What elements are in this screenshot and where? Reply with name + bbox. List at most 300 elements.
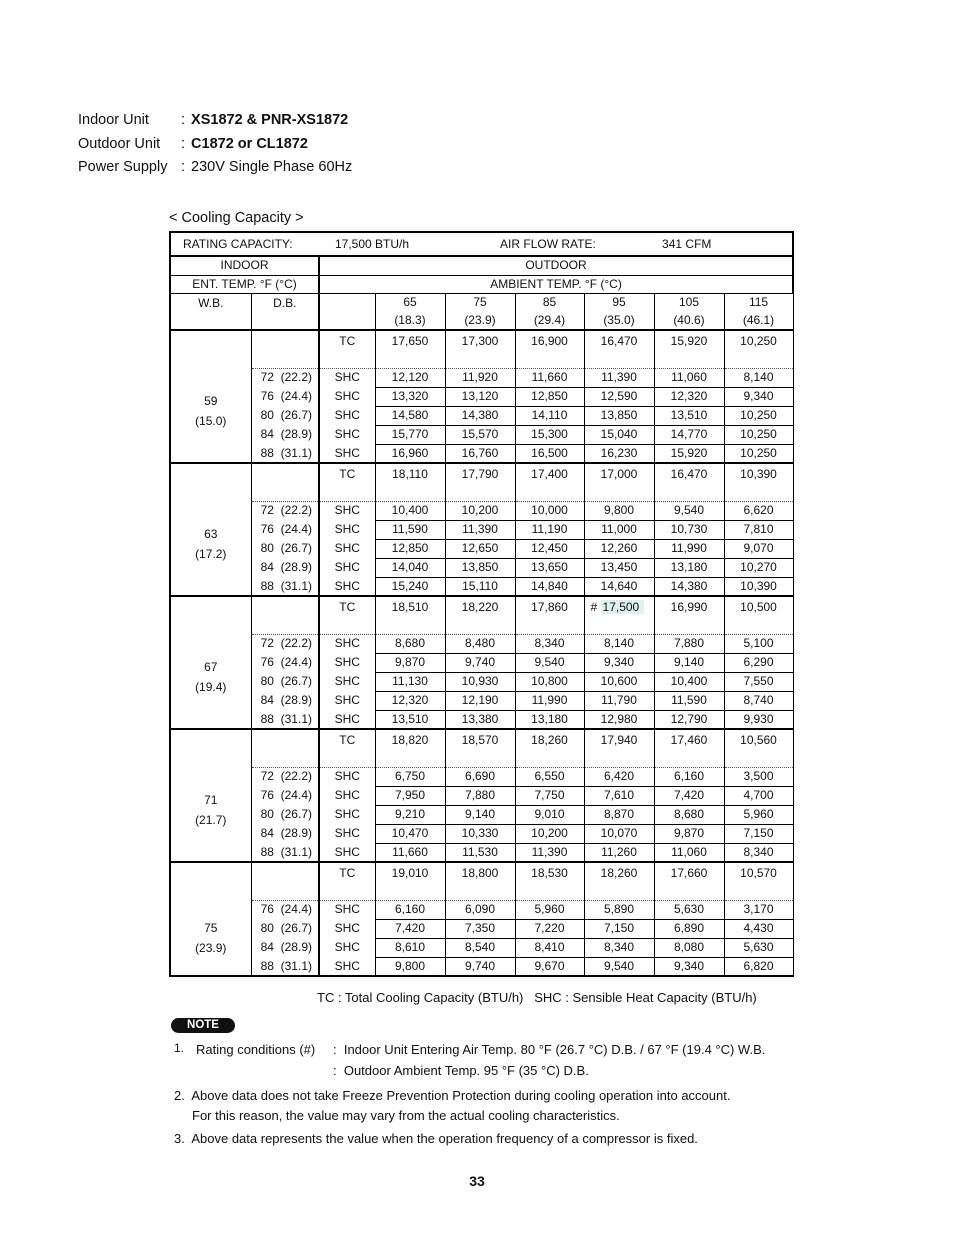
shc-value: 11,060 bbox=[654, 843, 724, 862]
type-cell-shc: SHC bbox=[319, 786, 375, 805]
shc-value: 14,580 bbox=[375, 406, 445, 425]
shc-value: 11,390 bbox=[445, 520, 515, 539]
ambient-col-c: (18.3) bbox=[394, 312, 426, 327]
shc-value: 8,340 bbox=[515, 634, 584, 653]
db-cell-empty bbox=[251, 862, 319, 900]
note-3: 3. Above data represents the value when the operation frequency of a compressor is fixed. bbox=[174, 1131, 698, 1146]
tc-value: 18,260 bbox=[515, 729, 584, 767]
shc-value: 8,140 bbox=[584, 634, 654, 653]
tc-value: 17,400 bbox=[515, 463, 584, 501]
shc-value: 11,130 bbox=[375, 672, 445, 691]
tc-value: 17,650 bbox=[375, 330, 445, 368]
indoor-unit-value: XS1872 & PNR-XS1872 bbox=[191, 112, 349, 128]
tc-value: 16,470 bbox=[584, 330, 654, 368]
tc-value: 10,390 bbox=[724, 463, 793, 501]
shc-value: 4,430 bbox=[724, 919, 793, 938]
shc-value: 8,340 bbox=[724, 843, 793, 862]
shc-value: 15,920 bbox=[654, 444, 724, 463]
shc-value: 10,470 bbox=[375, 824, 445, 843]
shc-value: 11,790 bbox=[584, 691, 654, 710]
db-temp: 80 (26.7) bbox=[251, 805, 319, 824]
ambient-temp-header: AMBIENT TEMP. °F (°C) bbox=[319, 275, 793, 293]
db-cell-empty bbox=[251, 463, 319, 501]
note-badge: NOTE bbox=[171, 1018, 235, 1033]
shc-value: 10,070 bbox=[584, 824, 654, 843]
ambient-col-header bbox=[375, 293, 445, 330]
shc-value: 9,670 bbox=[515, 957, 584, 976]
wb-group-cell bbox=[170, 729, 251, 862]
db-temp: 76 (24.4) bbox=[251, 786, 319, 805]
type-cell-shc: SHC bbox=[319, 387, 375, 406]
shc-value: 5,100 bbox=[724, 634, 793, 653]
tc-value: 17,460 bbox=[654, 729, 724, 767]
shc-value: 13,180 bbox=[515, 710, 584, 729]
type-cell-tc: TC bbox=[319, 463, 375, 501]
tc-value: 18,570 bbox=[445, 729, 515, 767]
shc-value: 7,150 bbox=[584, 919, 654, 938]
shc-value: 7,880 bbox=[654, 634, 724, 653]
rating-mark: # bbox=[590, 600, 598, 614]
db-temp: 88 (31.1) bbox=[251, 957, 319, 976]
shc-value: 12,260 bbox=[584, 539, 654, 558]
shc-value: 11,190 bbox=[515, 520, 584, 539]
shc-value: 6,290 bbox=[724, 653, 793, 672]
wb-group-cell bbox=[170, 862, 251, 976]
shc-value: 12,320 bbox=[375, 691, 445, 710]
shc-value: 9,340 bbox=[584, 653, 654, 672]
shc-value: 7,350 bbox=[445, 919, 515, 938]
air-flow-rate-value: 341 bbox=[662, 236, 683, 251]
type-cell-shc: SHC bbox=[319, 501, 375, 520]
shc-value: 8,410 bbox=[515, 938, 584, 957]
section-title: < Cooling Capacity > bbox=[169, 210, 304, 226]
outdoor-unit-value: C1872 or CL1872 bbox=[191, 136, 308, 152]
shc-value: 15,770 bbox=[375, 425, 445, 444]
db-temp: 84 (28.9) bbox=[251, 938, 319, 957]
shc-value: 13,450 bbox=[584, 558, 654, 577]
shc-value: 8,540 bbox=[445, 938, 515, 957]
shc-value: 7,550 bbox=[724, 672, 793, 691]
shc-value: 7,420 bbox=[375, 919, 445, 938]
type-cell-shc: SHC bbox=[319, 577, 375, 596]
shc-value: 12,850 bbox=[515, 387, 584, 406]
ambient-col-f: 75 bbox=[473, 294, 487, 309]
shc-value: 6,690 bbox=[445, 767, 515, 786]
outdoor-unit-label: Outdoor Unit bbox=[78, 136, 161, 152]
ambient-col-f: 65 bbox=[403, 294, 417, 309]
type-cell-shc: SHC bbox=[319, 957, 375, 976]
shc-value: 7,880 bbox=[445, 786, 515, 805]
tc-value: 16,900 bbox=[515, 330, 584, 368]
shc-value: 9,140 bbox=[445, 805, 515, 824]
wb-c: (15.0) bbox=[195, 414, 227, 428]
shc-value: 10,250 bbox=[724, 444, 793, 463]
db-temp: 76 (24.4) bbox=[251, 900, 319, 919]
wb-c: (23.9) bbox=[195, 940, 227, 955]
shc-value: 10,730 bbox=[654, 520, 724, 539]
ambient-col-f: 115 bbox=[748, 294, 769, 309]
shc-value: 10,250 bbox=[724, 425, 793, 444]
shc-value: 9,540 bbox=[515, 653, 584, 672]
db-temp: 80 (26.7) bbox=[251, 919, 319, 938]
type-cell-shc: SHC bbox=[319, 691, 375, 710]
type-cell-tc: TC bbox=[319, 330, 375, 368]
shc-value: 10,390 bbox=[724, 577, 793, 596]
tc-value: 18,800 bbox=[445, 862, 515, 900]
shc-value: 11,990 bbox=[515, 691, 584, 710]
wb-group-cell bbox=[170, 330, 251, 463]
rating-capacity-value: 17,500 bbox=[335, 236, 372, 251]
note-1-number: 1. bbox=[174, 1041, 185, 1055]
wb-f: 75 bbox=[204, 920, 218, 935]
db-temp: 72 (22.2) bbox=[251, 501, 319, 520]
shc-value: 15,110 bbox=[445, 577, 515, 596]
shc-value: 3,170 bbox=[724, 900, 793, 919]
shc-value: 8,680 bbox=[375, 634, 445, 653]
type-cell-tc: TC bbox=[319, 729, 375, 767]
shc-value: 7,220 bbox=[515, 919, 584, 938]
shc-value: 8,610 bbox=[375, 938, 445, 957]
page-number: 33 bbox=[469, 1173, 485, 1189]
shc-value: 6,160 bbox=[654, 767, 724, 786]
shc-value: 10,250 bbox=[724, 406, 793, 425]
power-supply-value: 230V Single Phase 60Hz bbox=[191, 159, 353, 175]
note-1-line-1: : Indoor Unit Entering Air Temp. 80 °F (26.7 °C) D.B. / 67 °F (19.4 °C) W.B. bbox=[333, 1042, 766, 1057]
air-flow-rate-unit: CFM bbox=[685, 236, 712, 251]
type-cell-shc: SHC bbox=[319, 824, 375, 843]
rating-row bbox=[170, 232, 793, 256]
tc-value: 16,990 bbox=[654, 596, 724, 634]
tc-value: 17,000 bbox=[584, 463, 654, 501]
shc-value: 6,750 bbox=[375, 767, 445, 786]
shc-value: 9,210 bbox=[375, 805, 445, 824]
outdoor-unit-line bbox=[78, 136, 308, 152]
shc-value: 6,620 bbox=[724, 501, 793, 520]
shc-value: 14,040 bbox=[375, 558, 445, 577]
type-cell-tc: TC bbox=[319, 596, 375, 634]
wb-group-cell bbox=[170, 463, 251, 596]
db-temp: 88 (31.1) bbox=[251, 843, 319, 862]
tc-value: 17,790 bbox=[445, 463, 515, 501]
shc-value: 12,120 bbox=[375, 368, 445, 387]
db-temp: 72 (22.2) bbox=[251, 767, 319, 786]
outdoor-header: OUTDOOR bbox=[319, 256, 793, 275]
shc-value: 8,480 bbox=[445, 634, 515, 653]
tc-value bbox=[584, 596, 654, 634]
shc-value: 9,340 bbox=[724, 387, 793, 406]
shc-value: 10,000 bbox=[515, 501, 584, 520]
shc-value: 5,960 bbox=[724, 805, 793, 824]
type-cell-shc: SHC bbox=[319, 558, 375, 577]
ent-temp-header: ENT. TEMP. °F (°C) bbox=[170, 275, 319, 293]
indoor-unit-line bbox=[78, 112, 348, 128]
db-header: D.B. bbox=[251, 293, 319, 330]
shc-value: 8,680 bbox=[654, 805, 724, 824]
db-temp: 80 (26.7) bbox=[251, 539, 319, 558]
indoor-unit-label: Indoor Unit bbox=[78, 112, 149, 128]
ambient-col-header bbox=[654, 293, 724, 330]
shc-value: 7,950 bbox=[375, 786, 445, 805]
colon: : bbox=[181, 112, 186, 128]
tc-value: 10,500 bbox=[724, 596, 793, 634]
ambient-col-f: 105 bbox=[678, 294, 700, 309]
type-cell-shc: SHC bbox=[319, 843, 375, 862]
tc-value: 17,940 bbox=[584, 729, 654, 767]
shc-value: 10,270 bbox=[724, 558, 793, 577]
shc-value: 11,530 bbox=[445, 843, 515, 862]
type-cell-shc: SHC bbox=[319, 444, 375, 463]
wb-c: (21.7) bbox=[195, 813, 227, 827]
ambient-col-c: (35.0) bbox=[603, 312, 635, 327]
shc-value: 7,420 bbox=[654, 786, 724, 805]
shc-value: 13,380 bbox=[445, 710, 515, 729]
wb-f: 67 bbox=[204, 660, 218, 674]
tc-value: 18,220 bbox=[445, 596, 515, 634]
db-temp: 80 (26.7) bbox=[251, 672, 319, 691]
tc-value: 18,510 bbox=[375, 596, 445, 634]
shc-value: 11,390 bbox=[515, 843, 584, 862]
rating-capacity-label: RATING CAPACITY: bbox=[183, 236, 293, 251]
shc-value: 9,740 bbox=[445, 653, 515, 672]
shc-value: 10,600 bbox=[584, 672, 654, 691]
rating-point-value: 17,500 bbox=[601, 600, 645, 614]
db-temp: 88 (31.1) bbox=[251, 710, 319, 729]
power-supply-label: Power Supply bbox=[78, 159, 168, 175]
shc-value: 14,640 bbox=[584, 577, 654, 596]
shc-value: 6,160 bbox=[375, 900, 445, 919]
tc-value: 17,300 bbox=[445, 330, 515, 368]
shc-value: 9,540 bbox=[654, 501, 724, 520]
shc-value: 11,590 bbox=[375, 520, 445, 539]
shc-value: 10,200 bbox=[445, 501, 515, 520]
shc-value: 5,960 bbox=[515, 900, 584, 919]
type-cell-tc: TC bbox=[319, 862, 375, 900]
shc-value: 9,740 bbox=[445, 957, 515, 976]
shc-value: 11,390 bbox=[584, 368, 654, 387]
db-temp: 84 (28.9) bbox=[251, 425, 319, 444]
type-cell-shc: SHC bbox=[319, 919, 375, 938]
wb-c: (19.4) bbox=[195, 680, 227, 694]
wb-f: 63 bbox=[204, 527, 218, 541]
shc-value: 9,070 bbox=[724, 539, 793, 558]
shc-value: 13,120 bbox=[445, 387, 515, 406]
ambient-col-c: (40.6) bbox=[673, 312, 705, 327]
shc-value: 8,340 bbox=[584, 938, 654, 957]
wb-f: 71 bbox=[204, 793, 218, 807]
wb-group-cell bbox=[170, 596, 251, 729]
shc-value: 12,850 bbox=[375, 539, 445, 558]
shc-value: 9,010 bbox=[515, 805, 584, 824]
cooling-capacity-table bbox=[169, 231, 794, 977]
wb-c: (17.2) bbox=[195, 547, 227, 561]
wb-header: W.B. bbox=[170, 293, 251, 330]
ambient-col-header bbox=[724, 293, 793, 330]
shc-value: 11,060 bbox=[654, 368, 724, 387]
type-header bbox=[319, 293, 375, 330]
ambient-col-f: 95 bbox=[612, 294, 626, 309]
db-temp: 84 (28.9) bbox=[251, 691, 319, 710]
shc-value: 12,650 bbox=[445, 539, 515, 558]
shc-value: 7,750 bbox=[515, 786, 584, 805]
shc-value: 10,200 bbox=[515, 824, 584, 843]
db-cell-empty bbox=[251, 729, 319, 767]
shc-value: 8,870 bbox=[584, 805, 654, 824]
ambient-col-c: (46.1) bbox=[742, 312, 775, 327]
shc-value: 7,610 bbox=[584, 786, 654, 805]
shc-value: 5,630 bbox=[724, 938, 793, 957]
shc-value: 11,920 bbox=[445, 368, 515, 387]
shc-value: 14,110 bbox=[515, 406, 584, 425]
shc-value: 9,800 bbox=[584, 501, 654, 520]
tc-value: 19,010 bbox=[375, 862, 445, 900]
shc-value: 15,040 bbox=[584, 425, 654, 444]
note-1-label: Rating conditions (#) bbox=[196, 1042, 316, 1057]
shc-value: 8,140 bbox=[724, 368, 793, 387]
ambient-col-c: (23.9) bbox=[464, 312, 496, 327]
shc-value: 9,340 bbox=[654, 957, 724, 976]
db-temp: 80 (26.7) bbox=[251, 406, 319, 425]
type-cell-shc: SHC bbox=[319, 938, 375, 957]
shc-value: 12,190 bbox=[445, 691, 515, 710]
shc-value: 13,320 bbox=[375, 387, 445, 406]
db-temp: 72 (22.2) bbox=[251, 634, 319, 653]
shc-value: 15,300 bbox=[515, 425, 584, 444]
shc-value: 7,150 bbox=[724, 824, 793, 843]
tc-value: 10,250 bbox=[724, 330, 793, 368]
tc-value: 17,860 bbox=[515, 596, 584, 634]
db-cell-empty bbox=[251, 330, 319, 368]
shc-value: 13,850 bbox=[584, 406, 654, 425]
shc-value: 12,590 bbox=[584, 387, 654, 406]
db-temp: 72 (22.2) bbox=[251, 368, 319, 387]
shc-value: 16,500 bbox=[515, 444, 584, 463]
tc-value: 18,110 bbox=[375, 463, 445, 501]
shc-value: 15,570 bbox=[445, 425, 515, 444]
shc-value: 9,930 bbox=[724, 710, 793, 729]
tc-value: 18,820 bbox=[375, 729, 445, 767]
type-cell-shc: SHC bbox=[319, 900, 375, 919]
colon: : bbox=[181, 159, 186, 175]
shc-value: 4,700 bbox=[724, 786, 793, 805]
shc-value: 12,790 bbox=[654, 710, 724, 729]
shc-value: 16,960 bbox=[375, 444, 445, 463]
indoor-header: INDOOR bbox=[170, 256, 319, 275]
note-2-line-1: 2. Above data does not take Freeze Prevention Protection during cooling operation into account. bbox=[174, 1088, 731, 1103]
note-2-line-2: For this reason, the value may vary from the actual cooling characteristics. bbox=[192, 1108, 620, 1123]
shc-value: 16,230 bbox=[584, 444, 654, 463]
shc-value: 10,330 bbox=[445, 824, 515, 843]
note-1-line-2: : Outdoor Ambient Temp. 95 °F (35 °C) D.B. bbox=[333, 1063, 589, 1078]
db-temp: 76 (24.4) bbox=[251, 653, 319, 672]
shc-value: 11,990 bbox=[654, 539, 724, 558]
shc-value: 9,540 bbox=[584, 957, 654, 976]
shc-value: 8,080 bbox=[654, 938, 724, 957]
shc-value: 12,320 bbox=[654, 387, 724, 406]
shc-value: 10,400 bbox=[375, 501, 445, 520]
shc-value: 13,510 bbox=[654, 406, 724, 425]
shc-value: 11,590 bbox=[654, 691, 724, 710]
ambient-col-f: 85 bbox=[542, 294, 557, 309]
shc-value: 12,450 bbox=[515, 539, 584, 558]
shc-value: 12,980 bbox=[584, 710, 654, 729]
shc-value: 10,930 bbox=[445, 672, 515, 691]
tc-value: 10,570 bbox=[724, 862, 793, 900]
type-cell-shc: SHC bbox=[319, 710, 375, 729]
type-cell-shc: SHC bbox=[319, 425, 375, 444]
shc-value: 6,550 bbox=[515, 767, 584, 786]
shc-value: 9,870 bbox=[375, 653, 445, 672]
ambient-col-header bbox=[584, 293, 654, 330]
db-temp: 88 (31.1) bbox=[251, 577, 319, 596]
power-supply-line bbox=[78, 159, 352, 175]
air-flow-rate-label: AIR FLOW RATE: bbox=[500, 236, 596, 251]
shc-value: 16,760 bbox=[445, 444, 515, 463]
rating-capacity-unit: BTU/h bbox=[375, 236, 410, 251]
shc-value: 7,810 bbox=[724, 520, 793, 539]
type-cell-shc: SHC bbox=[319, 805, 375, 824]
shc-value: 13,510 bbox=[375, 710, 445, 729]
type-cell-shc: SHC bbox=[319, 672, 375, 691]
type-cell-shc: SHC bbox=[319, 653, 375, 672]
tc-value: 18,530 bbox=[515, 862, 584, 900]
shc-value: 6,420 bbox=[584, 767, 654, 786]
shc-value: 6,820 bbox=[724, 957, 793, 976]
type-cell-shc: SHC bbox=[319, 520, 375, 539]
shc-value: 11,660 bbox=[375, 843, 445, 862]
shc-value: 5,890 bbox=[584, 900, 654, 919]
db-temp: 84 (28.9) bbox=[251, 558, 319, 577]
type-cell-shc: SHC bbox=[319, 634, 375, 653]
tc-value: 17,660 bbox=[654, 862, 724, 900]
type-cell-shc: SHC bbox=[319, 539, 375, 558]
tc-value: 10,560 bbox=[724, 729, 793, 767]
tc-value: 16,470 bbox=[654, 463, 724, 501]
tc-value: 15,920 bbox=[654, 330, 724, 368]
type-cell-shc: SHC bbox=[319, 406, 375, 425]
ambient-col-header bbox=[515, 293, 584, 330]
type-cell-shc: SHC bbox=[319, 368, 375, 387]
shc-value: 13,850 bbox=[445, 558, 515, 577]
shc-value: 3,500 bbox=[724, 767, 793, 786]
ambient-col-header bbox=[445, 293, 515, 330]
shc-value: 5,630 bbox=[654, 900, 724, 919]
shc-value: 13,650 bbox=[515, 558, 584, 577]
shc-value: 14,380 bbox=[445, 406, 515, 425]
shc-value: 9,800 bbox=[375, 957, 445, 976]
tc-value: 18,260 bbox=[584, 862, 654, 900]
shc-value: 13,180 bbox=[654, 558, 724, 577]
shc-value: 6,890 bbox=[654, 919, 724, 938]
shc-value: 11,660 bbox=[515, 368, 584, 387]
shc-value: 11,260 bbox=[584, 843, 654, 862]
shc-value: 15,240 bbox=[375, 577, 445, 596]
shc-value: 9,140 bbox=[654, 653, 724, 672]
shc-value: 8,740 bbox=[724, 691, 793, 710]
wb-f: 59 bbox=[204, 394, 218, 408]
shc-value: 14,840 bbox=[515, 577, 584, 596]
db-temp: 88 (31.1) bbox=[251, 444, 319, 463]
db-cell-empty bbox=[251, 596, 319, 634]
legend: TC : Total Cooling Capacity (BTU/h) SHC : Sensible Heat Capacity (BTU/h) bbox=[317, 990, 757, 1005]
colon: : bbox=[181, 136, 186, 152]
db-temp: 76 (24.4) bbox=[251, 520, 319, 539]
type-cell-shc: SHC bbox=[319, 767, 375, 786]
ambient-col-c: (29.4) bbox=[533, 312, 566, 327]
shc-value: 6,090 bbox=[445, 900, 515, 919]
shc-value: 11,000 bbox=[584, 520, 654, 539]
db-temp: 76 (24.4) bbox=[251, 387, 319, 406]
shc-value: 10,800 bbox=[515, 672, 584, 691]
